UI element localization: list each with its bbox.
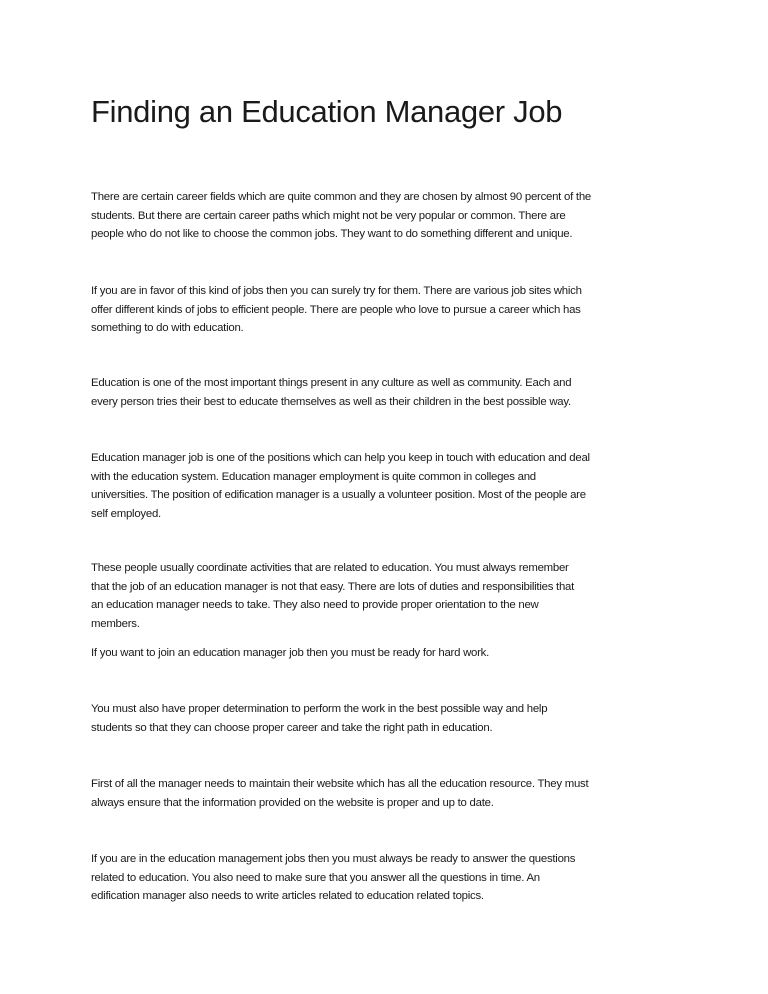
paragraph-line: something to do with education. — [91, 322, 244, 335]
paragraph-line: self employed. — [91, 507, 161, 520]
paragraph-3 — [91, 374, 681, 411]
page-title: Finding an Education Manager Job — [91, 94, 563, 129]
paragraph-line: students. But there are certain career paths which might not be very popular or common. There are — [91, 209, 566, 222]
paragraph-line: If you are in favor of this kind of jobs then you can surely try for them. There are various job sites which — [91, 285, 582, 297]
paragraph-1 — [91, 188, 681, 244]
paragraph-line: If you want to join an education manager job then you must be ready for hard work. — [91, 647, 490, 659]
paragraph-line: an education manager needs to take. They also need to provide proper orientation to the new — [91, 599, 539, 612]
paragraph-line: edification manager also needs to write articles related to education related topics. — [91, 890, 484, 903]
paragraph-7 — [91, 700, 681, 737]
paragraph-line: related to education. You also need to make sure that you answer all the questions in time. An — [91, 871, 540, 884]
paragraph-6 — [91, 644, 681, 663]
paragraph-2 — [91, 282, 681, 338]
paragraph-line: There are certain career fields which are quite common and they are chosen by almost 90 percent of the — [91, 191, 592, 203]
paragraph-line: offer different kinds of jobs to efficient people. There are people who love to pursue a career which has — [91, 303, 581, 316]
paragraph-9 — [91, 850, 681, 906]
paragraph-line: You must also have proper determination to perform the work in the best possible way and help — [91, 703, 548, 715]
paragraph-line: Education is one of the most important things present in any culture as well as community. Each and — [91, 377, 572, 389]
paragraph-line: These people usually coordinate activities that are related to education. You must always remember — [91, 562, 569, 574]
paragraph-line: people who do not like to choose the common jobs. They want to do something different and unique. — [91, 228, 573, 241]
paragraph-line: First of all the manager needs to maintain their website which has all the education resource. They must — [91, 778, 589, 790]
paragraph-line: If you are in the education management jobs then you must always be ready to answer the questions — [91, 853, 576, 865]
paragraph-line: students so that they can choose proper career and take the right path in education. — [91, 721, 493, 734]
paragraph-line: every person tries their best to educate themselves as well as their children in the best possible way. — [91, 395, 571, 408]
paragraph-line: universities. The position of edification manager is a usually a volunteer position. Most of the people are — [91, 489, 586, 502]
paragraph-line: with the education system. Education manager employment is quite common in colleges and — [91, 470, 536, 483]
paragraph-line: members. — [91, 617, 140, 630]
paragraph-5 — [91, 559, 681, 633]
paragraph-8 — [91, 775, 681, 812]
paragraph-line: that the job of an education manager is not that easy. There are lots of duties and responsibilities that — [91, 580, 575, 593]
paragraph-line: Education manager job is one of the positions which can help you keep in touch with education and deal — [91, 452, 590, 464]
paragraph-line: always ensure that the information provided on the website is proper and up to date. — [91, 796, 494, 809]
paragraph-4 — [91, 449, 681, 523]
